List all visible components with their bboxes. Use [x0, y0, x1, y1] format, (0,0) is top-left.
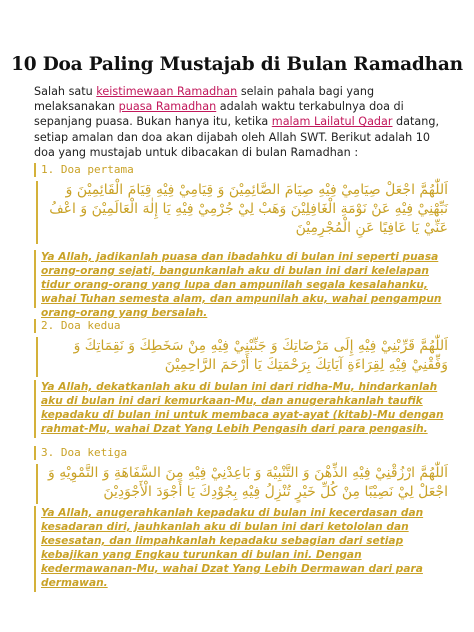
- link-puasa-ramadhan[interactable]: puasa Ramadhan: [118, 100, 217, 114]
- intro-text-3: adalah waktu terkabulnya doa di sepanjang puasa. Bukan hanya itu, ketika: [34, 100, 404, 129]
- translation-3: Ya Allah, anugerahkanlah kepadaku di bulan ini kecerdasan dan kesadaran diri, jauhkanlah aku di bulan ini dari ketololan dan kesesatan, dan limpahkanlah kepadaku sebagian dari setiap kebajikan yang Engkau turunkan di bulan ini. Dengan kedermawanan-Mu, wahai Dzat Yang Lebih Dermawan dari para dermawan.: [34, 506, 446, 592]
- link-malam-lailatul-qadar[interactable]: malam Lailatul Qadar: [271, 115, 393, 129]
- page-title: 10 Doa Paling Mustajab di Bulan Ramadhan: [11, 54, 463, 75]
- intro-text-2: selain pahala bagi yang melaksanakan: [34, 85, 375, 114]
- intro-text-4: datang, setiap amalan dan doa akan dijabah oleh Allah SWT. Berikut adalah 10 doa yang mustajab untuk dibacakan di bulan Ramadhan :: [34, 115, 440, 159]
- intro-text-1: Salah satu: [34, 85, 97, 98]
- translation-2: Ya Allah, dekatkanlah aku di bulan ini dari ridha-Mu, hindarkanlah aku di bulan ini dari kemurkaan-Mu, dan anugerahkanlah taufik kepadaku di bulan ini untuk membaca ayat-ayat (kitab)-Mu dengan rahmat-Mu, wahai Dzat Yang Lebih Pengasih dari para pengasih.: [34, 380, 446, 438]
- link-keistimewaan-ramadhan[interactable]: keistimewaan Ramadhan: [96, 85, 238, 98]
- intro-paragraph: [34, 84, 444, 160]
- section-heading-3: 3. Doa ketiga: [34, 446, 444, 460]
- section-heading-1: 1. Doa pertama: [34, 163, 444, 177]
- arabic-prayer-2: اَللّٰهُمَّ قَرِّبْنِيْ فِيْهِ إِلَى مَرْضَاتِكَ وَ جَنِّبْنِيْ فِيْهِ مِنْ سَخَطِكَ وَ نَقِمَاتِكَ وَ وَفِّقْنِيْ فِيْهِ لِقِرَاءَةِ آيَاتِكَ بِرَحْمَتِكَ يَا أَرْحَمَ الرَّاحِمِيْنَ: [36, 337, 448, 377]
- translation-1: Ya Allah, jadikanlah puasa dan ibadahku di bulan ini seperti puasa orang-orang sejati, bangunkanlah aku di bulan ini dari kelelapan tidur orang-orang yang lupa dan ampunilah segala kesalahanku, wahai Tuhan semesta alam, dan ampunilah aku, wahai pengampun orang-orang yang bersalah.: [34, 250, 446, 308]
- arabic-prayer-1: اَللّٰهُمَّ اجْعَلْ صِيَامِيْ فِيْهِ صِيَامَ الصَّائِمِيْنَ وَ قِيَامِيْ فِيْهِ قِيَامَ الْقَائِمِيْنَ وَ نَبِّهْنِيْ فِيْهِ عَنْ نَوْمَةِ الْغَافِلِيْنَ وَهَبْ لِيْ جُرْمِيْ فِيْهِ يَا إِلٰهَ الْعَالَمِيْنَ وَ اعْفُ عَنِّيْ يَا عَافِيًا عَنِ الْمُجْرِمِيْنَ: [36, 181, 448, 244]
- arabic-prayer-3: اَللّٰهُمَّ ارْزُقْنِيْ فِيْهِ الذِّهْنَ وَ التَّنْبِيْهَ وَ بَاعِدْنِيْ فِيْهِ مِنَ السَّفَاهَةِ وَ التَّمْوِيْهِ وَ اجْعَلْ لِيْ نَصِيْبًا مِنْ كُلِّ خَيْرٍ تُنْزِلُ فِيْهِ بِجُوْدِكَ يَا أَجْوَدَ الْأَجْوَدِيْنَ: [36, 464, 448, 504]
- section-heading-2: 2. Doa kedua: [34, 319, 444, 333]
